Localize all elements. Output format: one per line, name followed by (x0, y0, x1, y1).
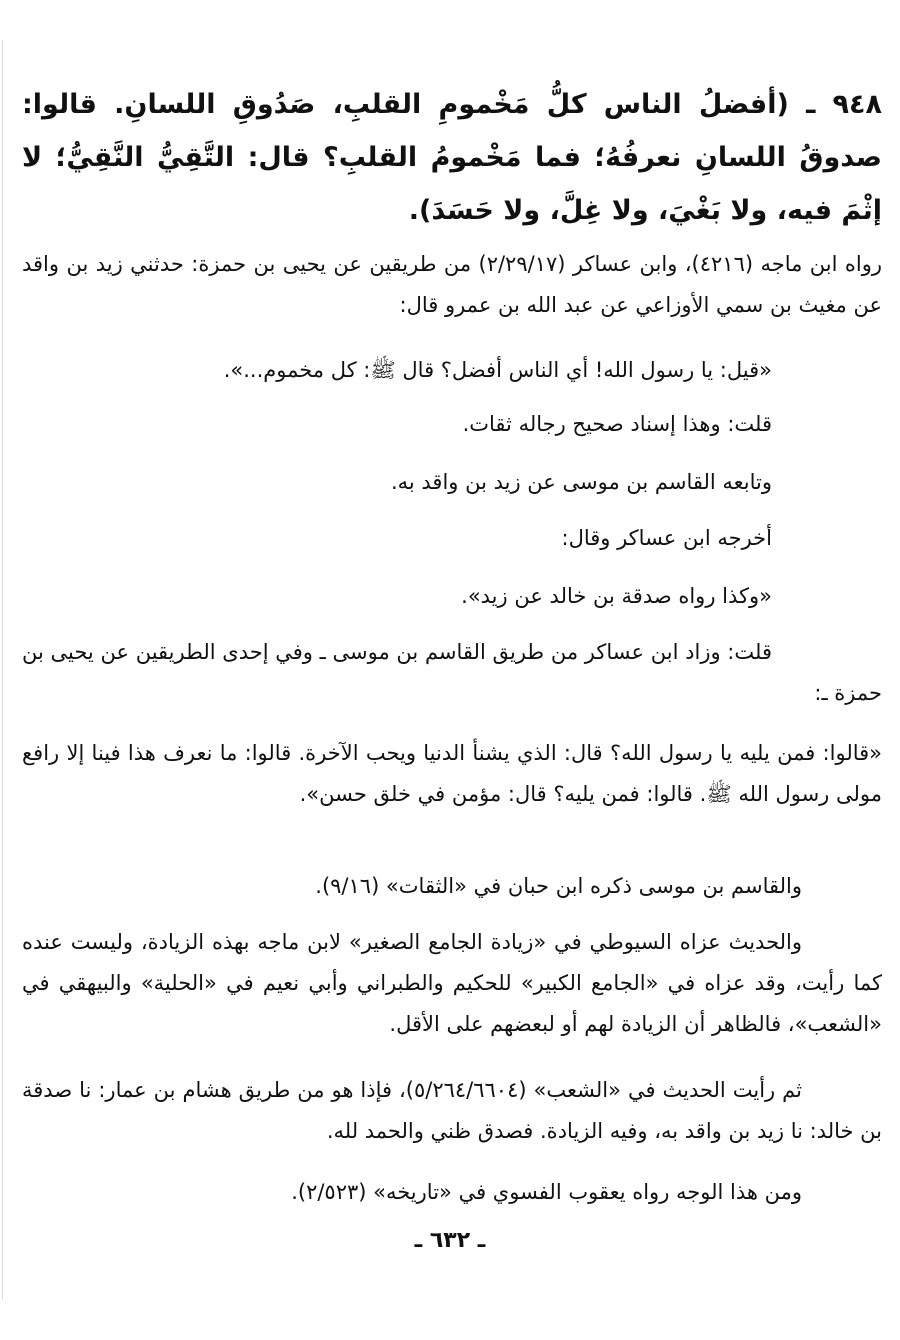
scan-edge-line (2, 40, 3, 1300)
paragraph-narration: رواه ابن ماجه (٤٢١٦)، وابن عساكر (٢/٢٩/١٧) من طريقين عن يحيى بن حمزة: حدثني زيد بن واقد عن مغيث بن سمي الأوزاعي عن عبد الله بن عمرو قال: (22, 252, 883, 317)
paragraph-reference: ومن هذا الوجه رواه يعقوب الفسوي في «تاريخه» (٢/٥٢٣). (291, 1180, 802, 1204)
paragraph-comment: قلت: وهذا إسناد صحيح رجاله ثقات. (462, 412, 772, 436)
paragraph-follow-up: وتابعه القاسم بن موسى عن زيد بن واقد به. (390, 470, 772, 494)
hadith-heading: ٩٤٨ ـ (أفضلُ الناس كلُّ مَخْمومِ القلبِ، صَدُوقِ اللسانِ. قالوا: صدوقُ اللسانِ نعرفُهُ؛ فما مَخْمومُ القلبِ؟ قال: التَّقِيُّ النَّقِيُّ؛ لا إثْمَ فيه، ولا بَغْيَ، ولا غِلَّ، ولا حَسَدَ). (22, 89, 882, 226)
paragraph-reference: والقاسم بن موسى ذكره ابن حبان في «الثقات» (٩/١٦). (315, 874, 802, 898)
paragraph-discussion: والحديث عزاه السيوطي في «زيادة الجامع الصغير» لابن ماجه بهذه الزيادة، وليست عنده كما رأيت، وقد عزاه في «الجامع الكبير» للحكيم والطبراني وأبي نعيم في «الحلية» والبيهقي في «الشعب»، فالظاهر أن الزيادة لهم أو لبعضهم على الأقل. (22, 930, 882, 1036)
paragraph-comment: قلت: وزاد ابن عساكر من طريق القاسم بن موسى ـ وفي إحدى الطريقين عن يحيى بن حمزة ـ: (22, 640, 882, 705)
page-number: ـ ٦٣٢ ـ (414, 1228, 486, 1253)
paragraph-quote: «قيل: يا رسول الله! أي الناس أفضل؟ قال ﷺ: كل مخموم...». (223, 358, 772, 382)
paragraph-quote: «وكذا رواه صدقة بن خالد عن زيد». (461, 584, 772, 608)
paragraph-source: أخرجه ابن عساكر وقال: (561, 526, 772, 550)
paragraph-discussion: ثم رأيت الحديث في «الشعب» (٥/٢٦٤/٦٦٠٤)، فإذا هو من طريق هشام بن عمار: نا صدقة بن خالد: نا زيد بن واقد به، وفيه الزيادة. فصدق ظني والحمد لله. (22, 1078, 882, 1143)
paragraph-quote: «قالوا: فمن يليه يا رسول الله؟ قال: الذي يشنأ الدنيا ويحب الآخرة. قالوا: ما نعرف هذا فينا إلا رافع مولى رسول الله ﷺ. قالوا: فمن يليه؟ قال: مؤمن في خلق حسن». (22, 741, 882, 806)
